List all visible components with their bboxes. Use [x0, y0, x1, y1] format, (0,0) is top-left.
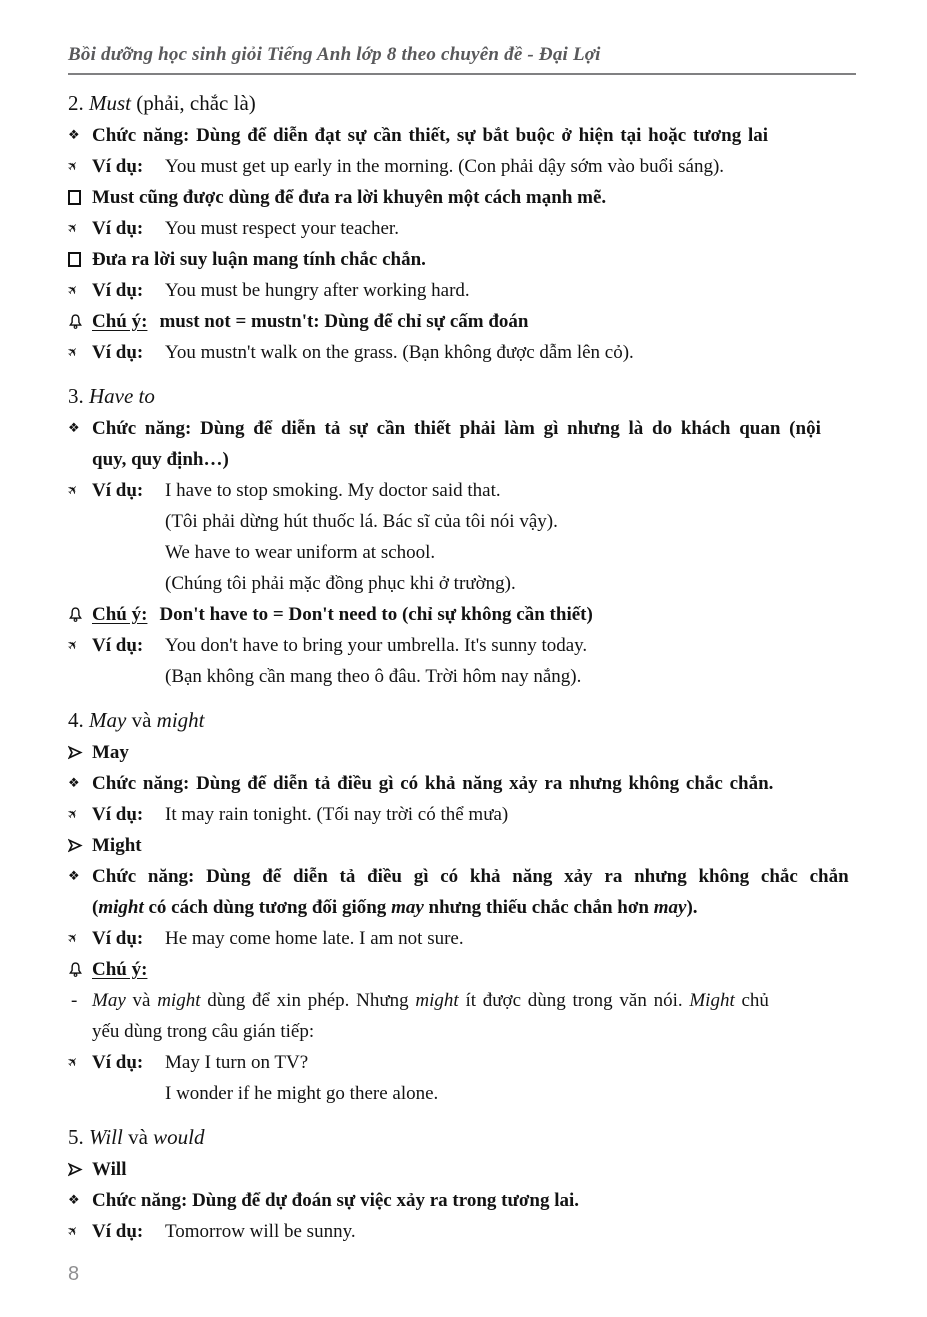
- text-line: [68, 704, 856, 737]
- dash-block: [68, 985, 856, 1047]
- dash-bullet-icon: [68, 985, 95, 1016]
- text-segment: Might: [689, 990, 735, 1011]
- text-body: [92, 413, 856, 475]
- text-segment: may: [391, 897, 424, 918]
- advice-block: [68, 182, 856, 213]
- text-body: [165, 475, 856, 599]
- text-segment: May: [92, 742, 129, 763]
- text-segment: Must cũng được dùng để đưa ra lời khuyên một cách mạnh mẽ.: [92, 187, 607, 208]
- text-line: [165, 337, 856, 368]
- text-segment: Must: [89, 91, 131, 115]
- function-block: [68, 768, 856, 799]
- text-segment: Chức năng: Dùng để diễn tả điều gì có khả năng xảy ra nhưng không chắc chắn: [92, 866, 849, 887]
- text-segment: (phải, chắc là): [131, 91, 256, 115]
- advice-block: [68, 244, 856, 275]
- glyph: ✈: [64, 343, 83, 362]
- note-label: Chú ý:: [92, 959, 148, 980]
- square-glyph: [68, 190, 81, 205]
- glyph: ❖: [68, 1193, 80, 1208]
- text-segment: must not = mustn't: Dùng để chỉ sự cấm đoán: [159, 311, 529, 332]
- section-heading: [68, 380, 856, 413]
- text-segment: I wonder if he might go there alone.: [165, 1083, 439, 1104]
- text-line: [165, 568, 856, 599]
- text-body: [92, 985, 856, 1047]
- glyph: ❖: [68, 128, 80, 143]
- text-segment: May I turn on TV?: [165, 1052, 309, 1073]
- example-label: Ví dụ:: [92, 804, 144, 825]
- text-segment: You must respect your teacher.: [165, 218, 399, 239]
- text-body: [68, 1121, 856, 1154]
- text-segment: Chức năng: Dùng để diễn đạt sự cần thiết, sự bắt buộc ở hiện tại hoặc tương lai: [92, 125, 769, 146]
- page-number: 8: [68, 1263, 80, 1285]
- example-bullet-icon: [64, 923, 92, 954]
- section-heading: [68, 1121, 856, 1154]
- text-body: [165, 151, 856, 182]
- text-segment: nhưng thiếu chắc chắn hơn: [423, 897, 654, 918]
- text-body: [92, 737, 856, 768]
- example-label: Ví dụ:: [92, 342, 144, 363]
- text-body: [92, 244, 856, 275]
- text-line: [68, 380, 856, 413]
- advice-bullet-icon: [68, 244, 92, 275]
- function-block: [68, 861, 856, 923]
- text-body: [92, 1185, 856, 1216]
- text-line: [92, 830, 856, 861]
- example-bullet-icon: [64, 151, 92, 182]
- text-line: [165, 923, 856, 954]
- example-block: [64, 923, 856, 954]
- document-content: [64, 87, 856, 1247]
- example-label: Ví dụ:: [92, 928, 144, 949]
- topic-arrow-icon: [68, 830, 92, 861]
- text-segment: Tomorrow will be sunny.: [165, 1221, 356, 1242]
- text-segment: và: [122, 1125, 154, 1149]
- example-label: Ví dụ:: [92, 1052, 144, 1073]
- text-body: [165, 1047, 856, 1109]
- note-label: Chú ý:: [92, 311, 148, 332]
- text-line: [68, 1121, 856, 1154]
- section-heading: [68, 87, 856, 120]
- note-text: [159, 604, 592, 625]
- text-body: [165, 275, 856, 306]
- text-body: [92, 182, 856, 213]
- note-bell-icon: [68, 599, 92, 630]
- text-line: [92, 892, 856, 923]
- text-segment: 2.: [68, 91, 89, 115]
- note-text: [159, 311, 528, 332]
- text-segment: would: [153, 1125, 205, 1149]
- text-body: [165, 630, 856, 692]
- text-line: [92, 1016, 856, 1047]
- function-bullet-icon: [68, 413, 92, 444]
- example-bullet-icon: [64, 213, 92, 244]
- example-block: [64, 475, 856, 599]
- glyph: ✈: [64, 219, 83, 238]
- text-line: [68, 87, 856, 120]
- example-block: [64, 630, 856, 692]
- text-segment: ít được dùng trong văn nói.: [458, 990, 690, 1011]
- text-segment: Will: [89, 1125, 123, 1149]
- text-segment: Might: [92, 835, 142, 856]
- text-body: [68, 87, 856, 120]
- glyph: -: [71, 989, 78, 1011]
- text-segment: (Tôi phải dừng hút thuốc lá. Bác sĩ của tôi nói vậy).: [165, 511, 558, 532]
- text-body: [92, 1154, 856, 1185]
- text-line: [92, 444, 856, 475]
- text-segment: You mustn't walk on the grass. (Bạn không được dẫm lên cỏ).: [165, 342, 634, 363]
- glyph: ✈: [64, 157, 83, 176]
- text-segment: Chức năng: Dùng để dự đoán sự việc xảy ra trong tương lai.: [92, 1190, 580, 1211]
- example-block: [64, 1216, 856, 1247]
- text-line: [92, 413, 856, 444]
- topic-arrow-icon: [68, 1154, 92, 1185]
- text-segment: Chức năng: Dùng để diễn tả điều gì có khả năng xảy ra nhưng không chắc chắn.: [92, 773, 774, 794]
- function-block: [68, 413, 856, 475]
- glyph: ✈: [64, 481, 83, 500]
- text-body: [92, 830, 856, 861]
- text-segment: 5.: [68, 1125, 89, 1149]
- example-bullet-icon: [64, 475, 92, 506]
- text-segment: Đưa ra lời suy luận mang tính chắc chắn.: [92, 249, 426, 270]
- text-segment: Have to: [89, 384, 155, 408]
- section-heading: [68, 704, 856, 737]
- topic-block: [68, 1154, 856, 1185]
- text-segment: chủ: [734, 990, 769, 1011]
- topic-block: [68, 830, 856, 861]
- text-body: [92, 768, 856, 799]
- text-line: [92, 1185, 856, 1216]
- text-line: [165, 1047, 856, 1078]
- topic-arrow-icon: [68, 737, 92, 768]
- square-glyph: [68, 252, 81, 267]
- text-body: [165, 923, 856, 954]
- glyph: ✈: [64, 805, 83, 824]
- note-label: Chú ý:: [92, 604, 148, 625]
- text-line: [165, 537, 856, 568]
- glyph: ✈: [64, 636, 83, 655]
- text-line: [165, 630, 856, 661]
- text-body: [165, 1216, 856, 1247]
- text-segment: He may come home late. I am not sure.: [165, 928, 464, 949]
- example-block: [64, 1047, 856, 1109]
- example-bullet-icon: [64, 337, 92, 368]
- text-segment: May: [92, 990, 126, 1011]
- example-label: Ví dụ:: [92, 280, 144, 301]
- example-bullet-icon: [64, 1216, 92, 1247]
- text-segment: might: [157, 990, 201, 1011]
- glyph: ❖: [68, 421, 80, 436]
- note-bell-icon: [68, 954, 92, 985]
- text-segment: 4.: [68, 708, 89, 732]
- glyph: ❖: [68, 776, 80, 791]
- text-segment: We have to wear uniform at school.: [165, 542, 436, 563]
- text-line: [92, 1154, 856, 1185]
- note-block: [68, 599, 856, 630]
- example-block: [64, 213, 856, 244]
- text-line: [92, 737, 856, 768]
- text-segment: You don't have to bring your umbrella. It's sunny today.: [165, 635, 588, 656]
- example-bullet-icon: [64, 275, 92, 306]
- text-line: [92, 985, 856, 1016]
- text-line: [165, 275, 856, 306]
- text-segment: I have to stop smoking. My doctor said that.: [165, 480, 501, 501]
- example-block: [64, 337, 856, 368]
- text-segment: Chức năng: Dùng để diễn tả sự cần thiết phải làm gì nhưng là do khách quan (nội: [92, 418, 821, 439]
- text-line: [165, 799, 856, 830]
- topic-block: [68, 737, 856, 768]
- text-body: [68, 704, 856, 737]
- text-segment: might: [156, 708, 205, 732]
- text-segment: may: [653, 897, 687, 918]
- text-segment: Will: [92, 1159, 127, 1180]
- example-block: [64, 275, 856, 306]
- note-bell-icon: [68, 306, 92, 337]
- text-line: [92, 244, 856, 275]
- example-block: [64, 151, 856, 182]
- example-label: Ví dụ:: [92, 1221, 144, 1242]
- text-segment: dùng để xin phép. Nhưng: [200, 990, 416, 1011]
- note-block: [68, 954, 856, 985]
- text-segment: might: [98, 897, 144, 918]
- text-segment: có cách dùng tương đối giống: [143, 897, 392, 918]
- text-segment: It may rain tonight. (Tối nay trời có thể mưa): [165, 804, 509, 825]
- text-line: [165, 475, 856, 506]
- text-segment: và: [126, 708, 157, 732]
- text-line: [165, 213, 856, 244]
- text-segment: ).: [686, 897, 698, 918]
- example-label: Ví dụ:: [92, 218, 144, 239]
- glyph: ✈: [64, 281, 83, 300]
- function-bullet-icon: [68, 768, 92, 799]
- text-line: [165, 506, 856, 537]
- running-head: Bồi dưỡng học sinh giỏi Tiếng Anh lớp 8 theo chuyên đề - Đại Lợi: [68, 44, 856, 75]
- function-bullet-icon: [68, 120, 92, 151]
- text-segment: (: [92, 897, 99, 918]
- text-line: [165, 1078, 856, 1109]
- text-line: [165, 661, 856, 692]
- text-segment: yếu dùng trong câu gián tiếp:: [92, 1021, 315, 1042]
- advice-bullet-icon: [68, 182, 92, 213]
- text-line: [92, 768, 856, 799]
- text-body: [165, 213, 856, 244]
- example-label: Ví dụ:: [92, 480, 144, 501]
- text-segment: You must be hungry after working hard.: [165, 280, 470, 301]
- function-bullet-icon: [68, 1185, 92, 1216]
- function-block: [68, 120, 856, 151]
- text-segment: (Bạn không cần mang theo ô đâu. Trời hôm nay nắng).: [165, 666, 582, 687]
- text-segment: quy, quy định…): [92, 449, 229, 470]
- text-body: [165, 337, 856, 368]
- glyph: ✈: [64, 1222, 83, 1241]
- text-segment: Don't have to = Don't need to (chỉ sự không cần thiết): [159, 604, 593, 625]
- text-segment: (Chúng tôi phải mặc đồng phục khi ở trường).: [165, 573, 516, 594]
- text-line: [165, 1216, 856, 1247]
- example-bullet-icon: [64, 630, 92, 661]
- note-block: [68, 306, 856, 337]
- example-bullet-icon: [64, 1047, 92, 1078]
- text-body: [92, 861, 856, 923]
- text-segment: May: [89, 708, 127, 732]
- function-bullet-icon: [68, 861, 92, 892]
- text-line: [92, 120, 856, 151]
- text-body: [165, 799, 856, 830]
- function-block: [68, 1185, 856, 1216]
- text-segment: và: [125, 990, 158, 1011]
- glyph: ✈: [64, 1053, 83, 1072]
- text-body: [68, 380, 856, 413]
- glyph: ❖: [68, 869, 80, 884]
- example-bullet-icon: [64, 799, 92, 830]
- text-segment: You must get up early in the morning. (Con phải dậy sớm vào buổi sáng).: [165, 156, 725, 177]
- text-body: [92, 120, 856, 151]
- text-line: [92, 182, 856, 213]
- text-segment: might: [415, 990, 459, 1011]
- text-line: [92, 861, 856, 892]
- text-line: [165, 151, 856, 182]
- glyph: ✈: [64, 929, 83, 948]
- example-label: Ví dụ:: [92, 635, 144, 656]
- example-block: [64, 799, 856, 830]
- example-label: Ví dụ:: [92, 156, 144, 177]
- text-segment: 3.: [68, 384, 89, 408]
